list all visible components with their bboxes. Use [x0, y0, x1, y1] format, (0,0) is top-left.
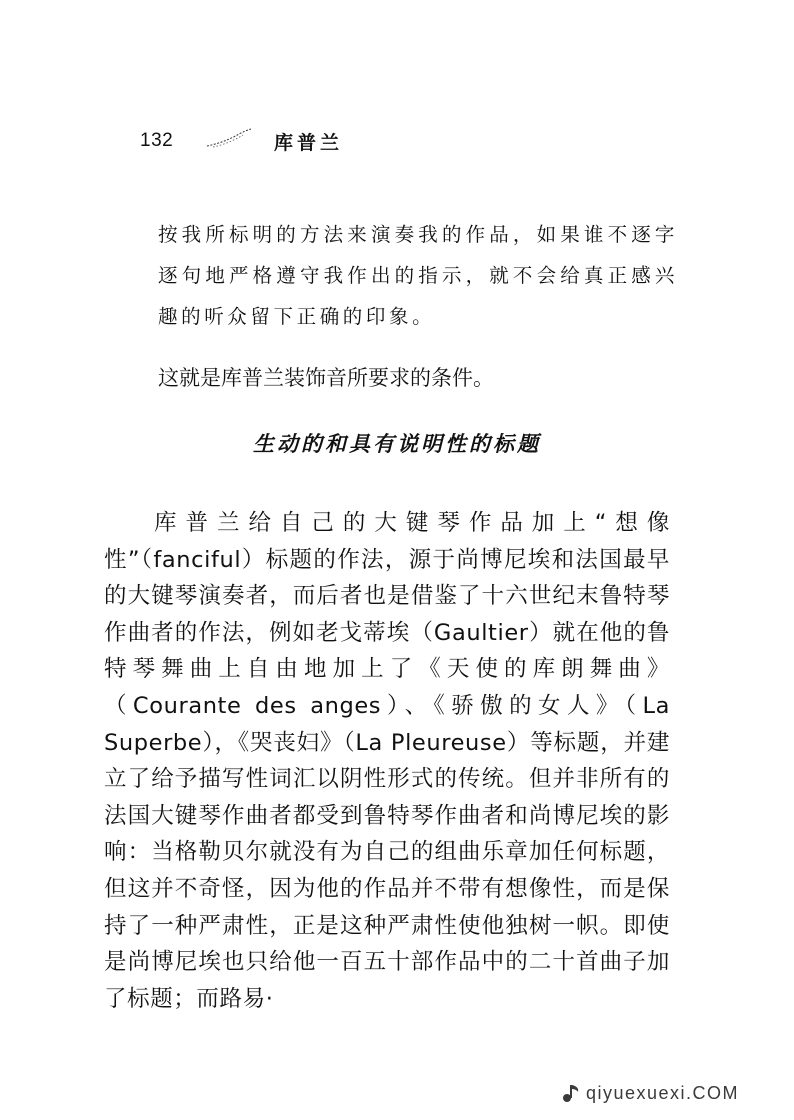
flourish-ornament-icon — [205, 128, 253, 150]
music-note-logo-icon — [560, 1082, 582, 1104]
body-paragraph-short: 这就是库普兰装饰音所要求的条件。 — [158, 366, 494, 390]
watermark-text: qiyuexuexi.COM — [586, 1082, 740, 1103]
quote-paragraph: 按我所标明的方法来演奏我的作品，如果谁不逐字逐句地严格遵守我作出的指示，就不会给真正感兴趣的听众留下正确的印象。 — [158, 223, 678, 328]
body-paragraph: 库普兰给自己的大键琴作品加上“想像性”（fanciful）标题的作法，源于尚博尼埃和法国最早的大键琴演奏者，而后者也是借鉴了十六世纪末鲁特琴作曲者的作法，例如老戈蒂埃（Gaultier）就在他的鲁特琴舞曲上自由地加上了《天使的库朗舞曲》（Courante des anges）、《骄傲的女人》（La Superbe），《哭丧妇》（La Pleureuse）等标题，并建立了给予描写性词汇以阴性形式的传统。但并非所有的法国大键琴作曲者都受到鲁特琴作曲者和尚博尼埃的影响：当格勒贝尔就没有为自己的组曲乐章加任何标题，但这并不奇怪，因为他的作品并不带有想像性，而是保持了一种严肃性，正是这种严肃性使他独树一帜。即使是尚博尼埃也只给他一百五十部作品中的二十首曲子加了标题；而路易· — [104, 510, 670, 1012]
watermark — [560, 1080, 739, 1106]
section-heading: 生动的和具有说明性的标题 — [253, 432, 541, 456]
page-number: 132 — [140, 130, 174, 151]
running-head-title: 库普兰 — [274, 132, 344, 154]
